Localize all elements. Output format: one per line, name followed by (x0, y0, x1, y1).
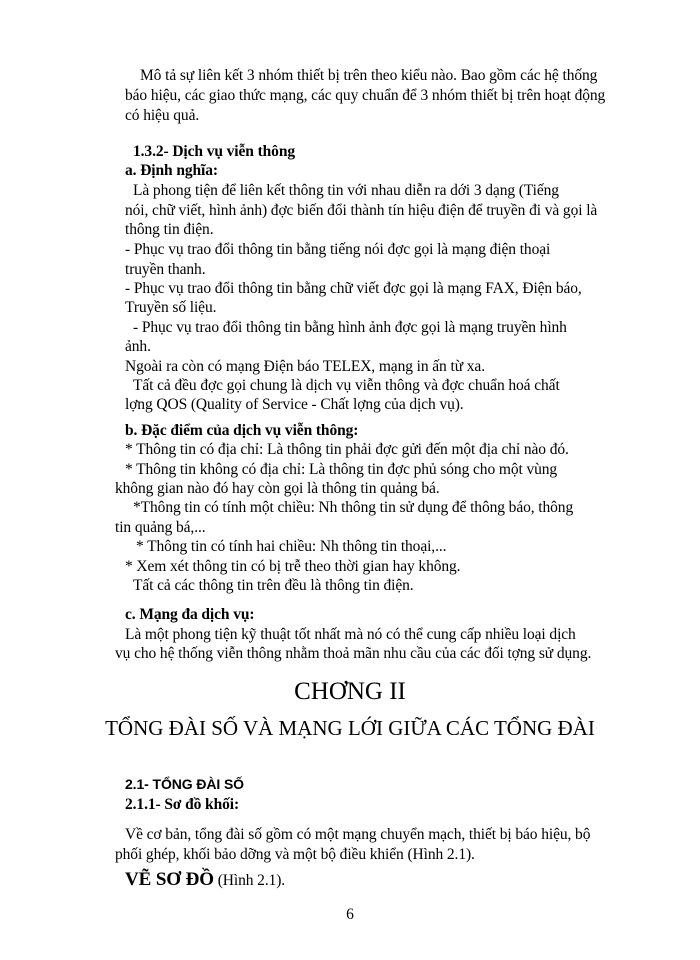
definition-line-10: Ngoài ra còn có mạng Điện báo TELEX, mạng in ấn từ xa. (125, 358, 485, 375)
block-diagram-line-1: Về cơ bản, tổng đài số gồm có một mạng chuyển mạch, thiết bị báo hiệu, bộ (125, 826, 591, 843)
definition-line-3: thông tin điện. (125, 221, 214, 238)
characteristic-line-6: * Thông tin có tính hai chiều: Nh thông tin thoại,... (136, 538, 447, 555)
chapter-title: CHƠNG II (294, 678, 406, 705)
intro-line-3: có hiệu quả. (125, 107, 200, 124)
subheading-b-characteristics: b. Đặc điểm của dịch vụ viễn thông: (125, 422, 359, 439)
subheading-a-definition: a. Định nghĩa: (125, 162, 218, 179)
definition-line-6: - Phục vụ trao đổi thông tin bằng chữ viết đợc gọi là mạng FAX, Điện báo, (125, 280, 582, 297)
definition-line-9: ảnh. (125, 338, 151, 355)
definition-line-4: - Phục vụ trao đổi thông tin bằng tiếng nói đợc gọi là mạng điện thoại (125, 241, 551, 258)
characteristic-line-3: không gian nào đó hay còn gọi là thông tin quảng bá. (115, 480, 440, 497)
subheading-2-1-1: 2.1.1- Sơ đồ khối: (125, 796, 240, 813)
definition-line-11: Tất cả đều đợc gọi chung là dịch vụ viễn thông và đợc chuẩn hoá chất (133, 377, 560, 394)
multiservice-line-1: Là một phong tiện kỹ thuật tốt nhất mà nó có thể cung cấp nhiều loại dịch (125, 626, 576, 643)
characteristic-line-4: *Thông tin có tính một chiều: Nh thông tin sử dụng để thông báo, thông (133, 499, 574, 516)
characteristic-line-8: Tất cả các thông tin trên đều là thông tin điện. (133, 577, 414, 594)
intro-line-2: báo hiệu, các giao thức mạng, các quy chuẩn để 3 nhóm thiết bị trên hoạt động (125, 87, 606, 104)
characteristic-line-5: tin quảng bá,... (115, 519, 206, 536)
definition-line-12: lợng QOS (Quality of Service - Chất lợng của dịch vụ). (125, 396, 464, 413)
section-heading-1-3-2: 1.3.2- Dịch vụ viễn thông (133, 143, 295, 160)
characteristic-line-1: * Thông tin có địa chỉ: Là thông tin phải đợc gửi đến một địa chỉ nào đó. (125, 441, 569, 458)
subheading-c-multiservice: c. Mạng đa dịch vụ: (125, 606, 255, 623)
characteristic-line-2: * Thông tin không có địa chỉ: Là thông tin đợc phủ sóng cho một vùng (125, 461, 558, 478)
draw-diagram-label: VẼ SƠ ĐỒ (125, 869, 214, 890)
page-number: 6 (346, 906, 354, 923)
definition-line-7: Truyền số liệu. (125, 299, 217, 316)
draw-diagram-figure-ref: (Hình 2.1). (213, 872, 286, 889)
definition-line-1: Là phong tiện để liên kết thông tin với nhau diễn ra dới 3 dạng (Tiếng (133, 182, 559, 199)
block-diagram-line-2: phối ghép, khối bảo dỡng và một bộ điều khiển (Hình 2.1). (115, 846, 475, 863)
intro-line-1: Mô tả sự liên kết 3 nhóm thiết bị trên theo kiểu nào. Bao gồm các hệ thống (140, 67, 598, 84)
definition-line-2: nói, chữ viết, hình ảnh) đợc biến đổi thành tín hiệu điện để truyền đi và gọi là (125, 202, 598, 219)
multiservice-line-2: vụ cho hệ thống viễn thông nhằm thoả mãn nhu cầu của các đối tợng sử dụng. (115, 645, 592, 662)
definition-line-5: truyền thanh. (125, 261, 206, 278)
draw-diagram-note (125, 870, 285, 890)
definition-line-8: - Phục vụ trao đổi thông tin bằng hình ảnh đợc gọi là mạng truyền hình (133, 319, 567, 336)
section-heading-2-1: 2.1- TỔNG ĐÀI SỐ (125, 776, 244, 792)
chapter-subtitle: TỔNG ĐÀI SỐ VÀ MẠNG LỚI GIỮA CÁC TỔNG ĐÀI (105, 716, 595, 740)
characteristic-line-7: * Xem xét thông tin có bị trễ theo thời gian hay không. (125, 558, 461, 575)
